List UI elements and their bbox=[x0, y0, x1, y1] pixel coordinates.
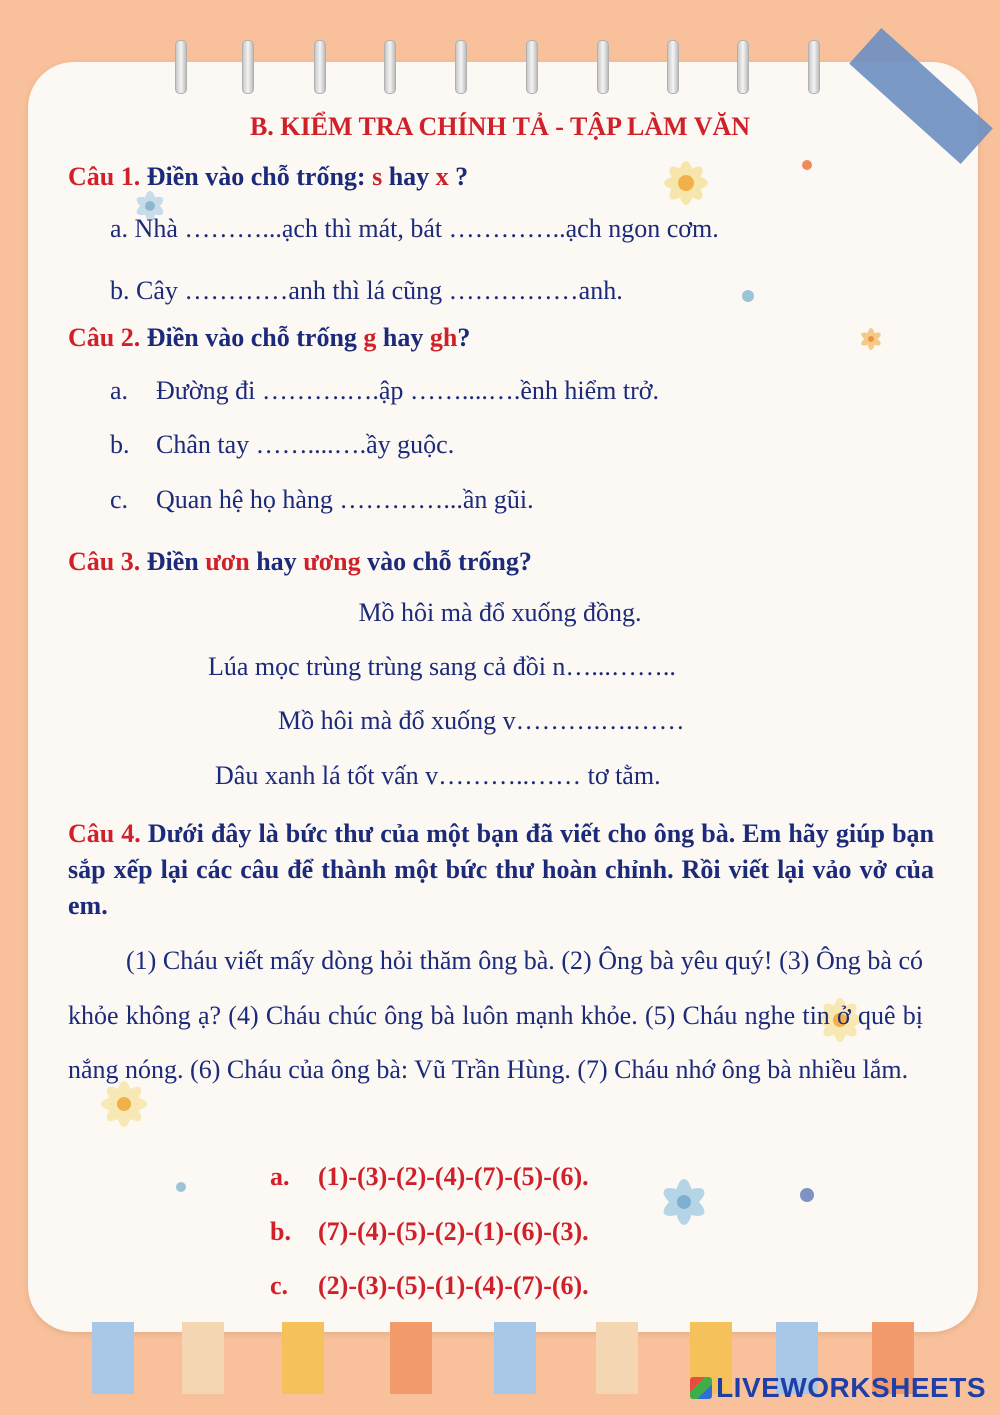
poem-line: Mồ hôi mà đổ xuống đồng. bbox=[358, 598, 642, 627]
answer-key: a. bbox=[270, 1162, 290, 1191]
question-text: ? bbox=[448, 162, 469, 191]
option-text: s bbox=[372, 162, 383, 191]
letter-sentences bbox=[68, 934, 923, 1098]
option-text: ương bbox=[303, 547, 361, 576]
fill-blank-line[interactable] bbox=[110, 485, 534, 515]
item-key: b. bbox=[110, 430, 130, 459]
question-1-heading bbox=[68, 162, 468, 192]
tab-decoration bbox=[596, 1322, 638, 1394]
binder-ring bbox=[667, 40, 679, 94]
dot-decoration bbox=[800, 1188, 814, 1202]
tab-decoration bbox=[494, 1322, 536, 1394]
question-text: Điền vào chỗ trống bbox=[140, 323, 364, 352]
answer-text: (7)-(4)-(5)-(2)-(1)-(6)-(3). bbox=[318, 1217, 589, 1246]
question-text: hay bbox=[382, 162, 436, 191]
option-text: ươn bbox=[205, 547, 250, 576]
question-text: vào chỗ trống? bbox=[360, 547, 532, 576]
logo-icon bbox=[690, 1377, 712, 1399]
question-number: Câu 4. bbox=[68, 819, 141, 848]
dot-decoration bbox=[802, 160, 812, 170]
fill-blank-line[interactable] bbox=[110, 376, 659, 406]
tab-decoration bbox=[182, 1322, 224, 1394]
option-text: gh bbox=[429, 323, 458, 352]
item-text: Đường đi ……….….ập ……....….ềnh hiểm trở. bbox=[156, 376, 660, 405]
fill-blank-line[interactable]: Lúa mọc trùng trùng sang cả đồi n…...…….. bbox=[208, 652, 676, 681]
option-text: x bbox=[435, 162, 449, 191]
question-2-heading bbox=[68, 323, 470, 353]
binder-ring bbox=[242, 40, 254, 94]
tab-decoration bbox=[390, 1322, 432, 1394]
binder-ring bbox=[314, 40, 326, 94]
question-number: Câu 2. bbox=[68, 323, 141, 352]
logo-text: LIVEWORKSHEETS bbox=[716, 1372, 986, 1403]
question-text: Dưới đây là bức thư của một bạn đã viết cho ông bà. Em hãy giúp bạn sắp xếp lại các câu để thành một bức thư hoàn chỉnh. Rồi viết lại vảo vở của em. bbox=[68, 819, 934, 920]
dot-decoration bbox=[176, 1182, 186, 1192]
question-text: Điền vào chỗ trống: bbox=[140, 162, 373, 191]
binder-ring bbox=[808, 40, 820, 94]
answer-option[interactable] bbox=[270, 1271, 589, 1301]
answer-option[interactable] bbox=[270, 1217, 589, 1247]
dot-decoration bbox=[742, 290, 754, 302]
answer-key: c. bbox=[270, 1271, 289, 1300]
binder-ring bbox=[384, 40, 396, 94]
flower-icon bbox=[652, 1170, 716, 1234]
binder-ring bbox=[175, 40, 187, 94]
binder-ring bbox=[597, 40, 609, 94]
page-title: B. KIỂM TRA CHÍNH TẢ - TẬP LÀM VĂN bbox=[249, 112, 751, 141]
item-text: Quan hệ họ hàng …………...ần gũi. bbox=[156, 485, 534, 514]
worksheet-paper bbox=[28, 62, 978, 1332]
binder-ring bbox=[526, 40, 538, 94]
question-text: ? bbox=[457, 323, 471, 352]
answer-text: (1)-(3)-(2)-(4)-(7)-(5)-(6). bbox=[318, 1162, 589, 1191]
fill-blank-line[interactable]: Mồ hôi mà đổ xuống v……….….…… bbox=[278, 706, 685, 735]
tab-decoration bbox=[92, 1322, 134, 1394]
binder-ring bbox=[455, 40, 467, 94]
answer-option[interactable] bbox=[270, 1162, 589, 1192]
flower-icon bbox=[655, 152, 717, 214]
answer-key: b. bbox=[270, 1217, 291, 1246]
option-text: g bbox=[363, 323, 377, 352]
question-text: hay bbox=[249, 547, 304, 576]
question-3-heading bbox=[68, 547, 532, 577]
flower-icon bbox=[858, 326, 884, 352]
item-text: Chân tay ……....….ầy guộc. bbox=[156, 430, 455, 459]
answer-text: (2)-(3)-(5)-(1)-(4)-(7)-(6). bbox=[318, 1271, 589, 1300]
letter-sentences-text: (1) Cháu viết mấy dòng hỏi thăm ông bà. (2) Ông bà yêu quý! (3) Ông bà có khỏe không ạ? (4) Cháu chúc ông bà luôn mạnh khỏe. (5) Cháu nghe tin ở quê bị nắng nóng. (6) Cháu của ông bà: Vũ Trần Hùng. (7) Cháu nhớ ông bà nhiều lắm. bbox=[68, 946, 923, 1084]
question-4-heading bbox=[68, 816, 934, 924]
fill-blank-line[interactable]: a. Nhà ………...ạch thì mát, bát …………..ạch ngon cơm. bbox=[110, 214, 719, 243]
question-number: Câu 3. bbox=[68, 547, 141, 576]
fill-blank-line[interactable] bbox=[110, 430, 454, 460]
fill-blank-line[interactable]: b. Cây …………anh thì lá cũng ……………anh. bbox=[110, 276, 623, 305]
item-key: c. bbox=[110, 485, 129, 514]
question-text: Điền bbox=[140, 547, 206, 576]
question-number: Câu 1. bbox=[68, 162, 141, 191]
binder-ring bbox=[737, 40, 749, 94]
tab-decoration bbox=[282, 1322, 324, 1394]
fill-blank-line[interactable]: Dâu xanh lá tốt vấn v………..…… tơ tằm. bbox=[215, 761, 661, 790]
question-text: hay bbox=[376, 323, 430, 352]
liveworksheets-logo bbox=[690, 1372, 986, 1404]
item-key: a. bbox=[110, 376, 129, 405]
